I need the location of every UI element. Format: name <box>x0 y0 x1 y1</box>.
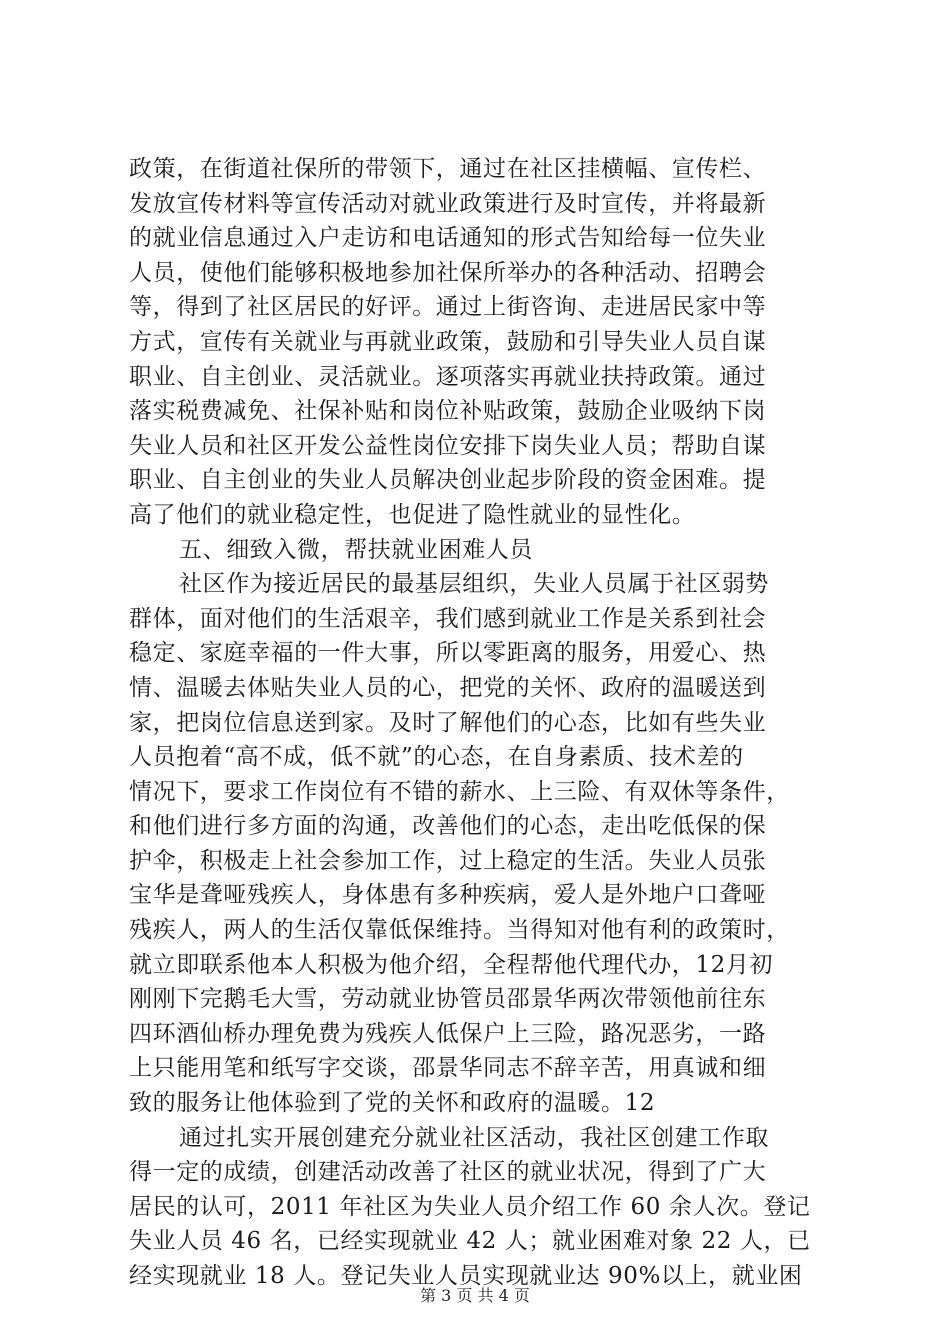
text-line: 职业、自主创业的失业人员解决创业起步阶段的资金困难。提 <box>129 467 767 494</box>
text-line: 就立即联系他本人积极为他介绍，全程帮他代理代办，12月初 <box>129 951 774 978</box>
text-line: 稳定、家庭幸福的一件大事，所以零距离的服务，用爱心、热 <box>129 640 767 667</box>
text-line: 得一定的成绩，创建活动改善了社区的就业状况，得到了广大 <box>129 1159 767 1186</box>
text-line: 等，得到了社区居民的好评。通过上街咨询、走进居民家中等 <box>129 294 767 321</box>
text-line: 通过扎实开展创建充分就业社区活动，我社区创建工作取 <box>179 1124 769 1151</box>
page-footer: 第 3 页 共 4 页 <box>420 1286 530 1305</box>
text-line: 的就业信息通过入户走访和电话通知的形式告知给每一位失业 <box>129 225 767 252</box>
text-line: 残疾人，两人的生活仅靠低保维持。当得知对他有利的政策时， <box>129 917 790 944</box>
text-line: 四环酒仙桥办理免费为残疾人低保户上三险，路况恶劣，一路 <box>129 1020 767 1047</box>
text-line: 上只能用笔和纸写字交谈，邵景华同志不辞辛苦，用真诚和细 <box>129 1055 767 1082</box>
text-line: 护伞，积极走上社会参加工作，过上稳定的生活。失业人员张 <box>129 847 767 874</box>
text-line: 发放宣传材料等宣传活动对就业政策进行及时宣传，并将最新 <box>129 190 767 217</box>
text-line: 人员抱着“高不成，低不就”的心态，在自身素质、技术差的 <box>129 744 744 771</box>
text-line: 落实税费减免、社保补贴和岗位补贴政策，鼓励企业吸纳下岗 <box>129 398 767 425</box>
text-line: 职业、自主创业、灵活就业。逐项落实再就业扶持政策。通过 <box>129 363 767 390</box>
text-line: 宝华是聋哑残疾人，身体患有多种疾病，爱人是外地户口聋哑 <box>129 882 767 909</box>
text-line: 社区作为接近居民的最基层组织，失业人员属于社区弱势 <box>179 571 769 598</box>
text-line: 群体，面对他们的生活艰辛，我们感到就业工作是关系到社会 <box>129 605 767 632</box>
text-line: 情况下，要求工作岗位有不错的薪水、上三险、有双休等条件， <box>129 778 790 805</box>
text-line: 家，把岗位信息送到家。及时了解他们的心态，比如有些失业 <box>129 709 767 736</box>
document-body <box>129 152 829 1294</box>
text-line: 和他们进行多方面的沟通，改善他们的心态，走出吃低保的保 <box>129 813 767 840</box>
text-line: 致的服务让他体验到了党的关怀和政府的温暖。12 <box>129 1090 656 1117</box>
text-line: 情、温暖去体贴失业人员的心，把党的关怀、政府的温暖送到 <box>129 674 767 701</box>
text-line: 人员，使他们能够积极地参加社保所举办的各种活动、招聘会 <box>129 259 767 286</box>
text-line: 刚刚下完鹅毛大雪，劳动就业协管员邵景华两次带领他前往东 <box>129 986 767 1013</box>
text-line: 失业人员 46 名，已经实现就业 42 人；就业困难对象 22 人，已 <box>129 1228 811 1255</box>
text-line: 五、细致入微，帮扶就业困难人员 <box>179 536 533 563</box>
text-line: 居民的认可，2011 年社区为失业人员介绍工作 60 余人次。登记 <box>129 1193 811 1220</box>
text-line: 方式，宣传有关就业与再就业政策，鼓励和引导失业人员自谋 <box>129 328 767 355</box>
text-line: 失业人员和社区开发公益性岗位安排下岗失业人员；帮助自谋 <box>129 432 767 459</box>
text-line: 高了他们的就业稳定性，也促进了隐性就业的显性化。 <box>129 501 696 528</box>
text-line: 政策，在街道社保所的带领下，通过在社区挂横幅、宣传栏、 <box>129 156 767 182</box>
text-line: 经实现就业 18 人。登记失业人员实现就业达 90%以上，就业困 <box>129 1263 803 1289</box>
